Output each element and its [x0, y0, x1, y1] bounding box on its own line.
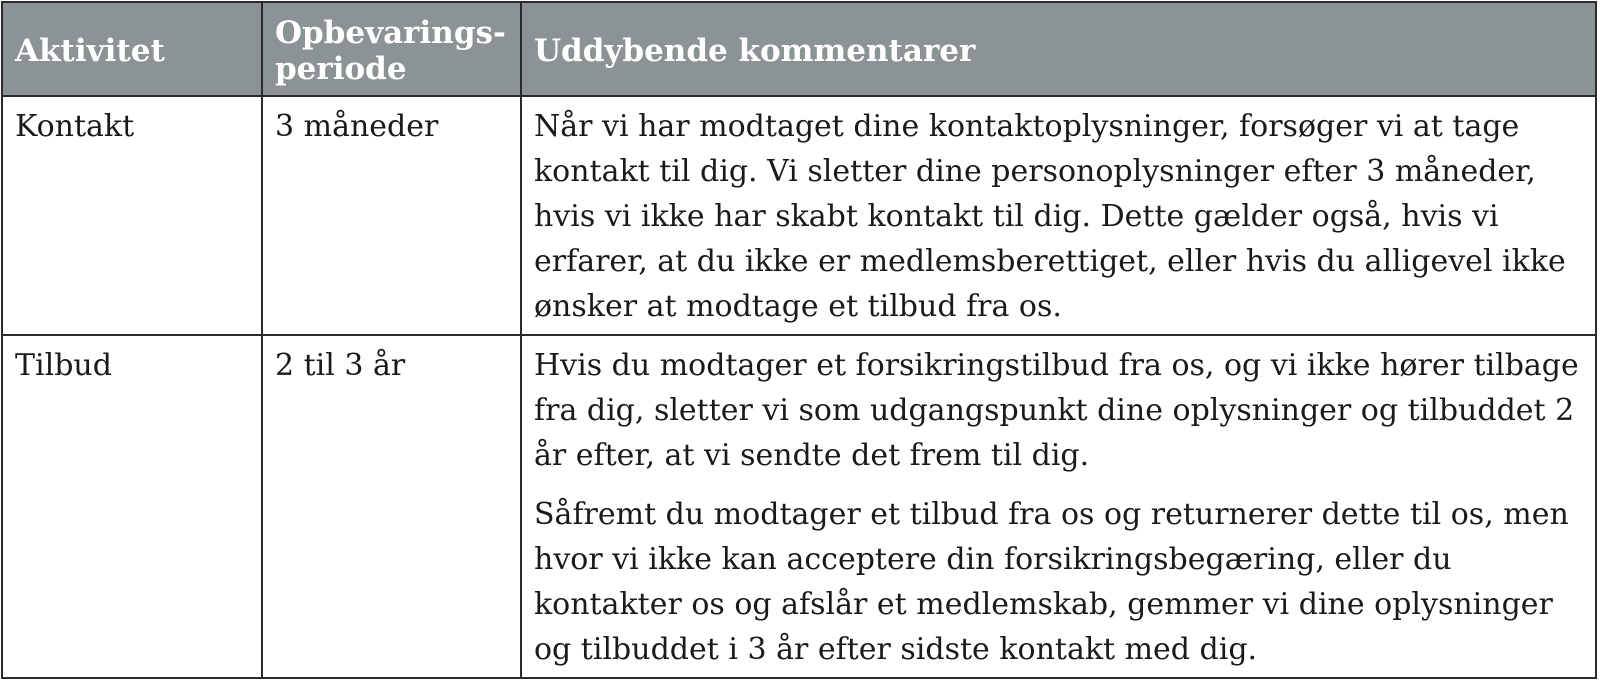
comment-paragraph: Såfremt du modtager et tilbud fra os og returnerer dette til os, men hvor vi ikke kan acceptere din forsikringsbegæring, eller du kontakter os og afslår et medlemskab, gemmer vi dine oplysninger og tilbuddet i 3 år efter sidste kontakt med dig.: [534, 497, 1569, 667]
column-header-period-line2: periode: [275, 51, 407, 87]
comment-paragraph: Når vi har modtaget dine kontaktoplysninger, forsøger vi at tage kontakt til dig. Vi sletter dine personoplysninger efter 3 måneder, hvis vi ikke har skabt kontakt til dig. Dette gælder også, hvis vi erfarer, at du ikke er medlemsberettiget, eller hvis du alligevel ikke ønsker at modtage et tilbud fra os.: [534, 109, 1566, 324]
table-row: [2, 335, 1596, 678]
cell-activity: Tilbud: [2, 335, 262, 678]
cell-period: 2 til 3 år: [262, 335, 521, 678]
column-header-period-line1: Opbevarings-: [275, 15, 506, 51]
column-header-comments: Uddybende kommentarer: [521, 2, 1596, 96]
retention-table: [1, 1, 1597, 679]
comment-paragraph: Hvis du modtager et forsikringstilbud fra os, og vi ikke hører tilbage fra dig, sletter vi som udgangspunkt dine oplysninger og tilbuddet 2 år efter, at vi sendte det frem til dig.: [534, 348, 1579, 473]
cell-comments: [521, 335, 1596, 678]
column-header-activity: Aktivitet: [2, 2, 262, 96]
table-body: [2, 96, 1596, 678]
cell-period: 3 måneder: [262, 96, 521, 335]
cell-comments: [521, 96, 1596, 335]
header-row: [2, 2, 1596, 96]
cell-activity: Kontakt: [2, 96, 262, 335]
column-header-retention-period: [262, 2, 521, 96]
table-row: [2, 96, 1596, 335]
table-header: [2, 2, 1596, 96]
